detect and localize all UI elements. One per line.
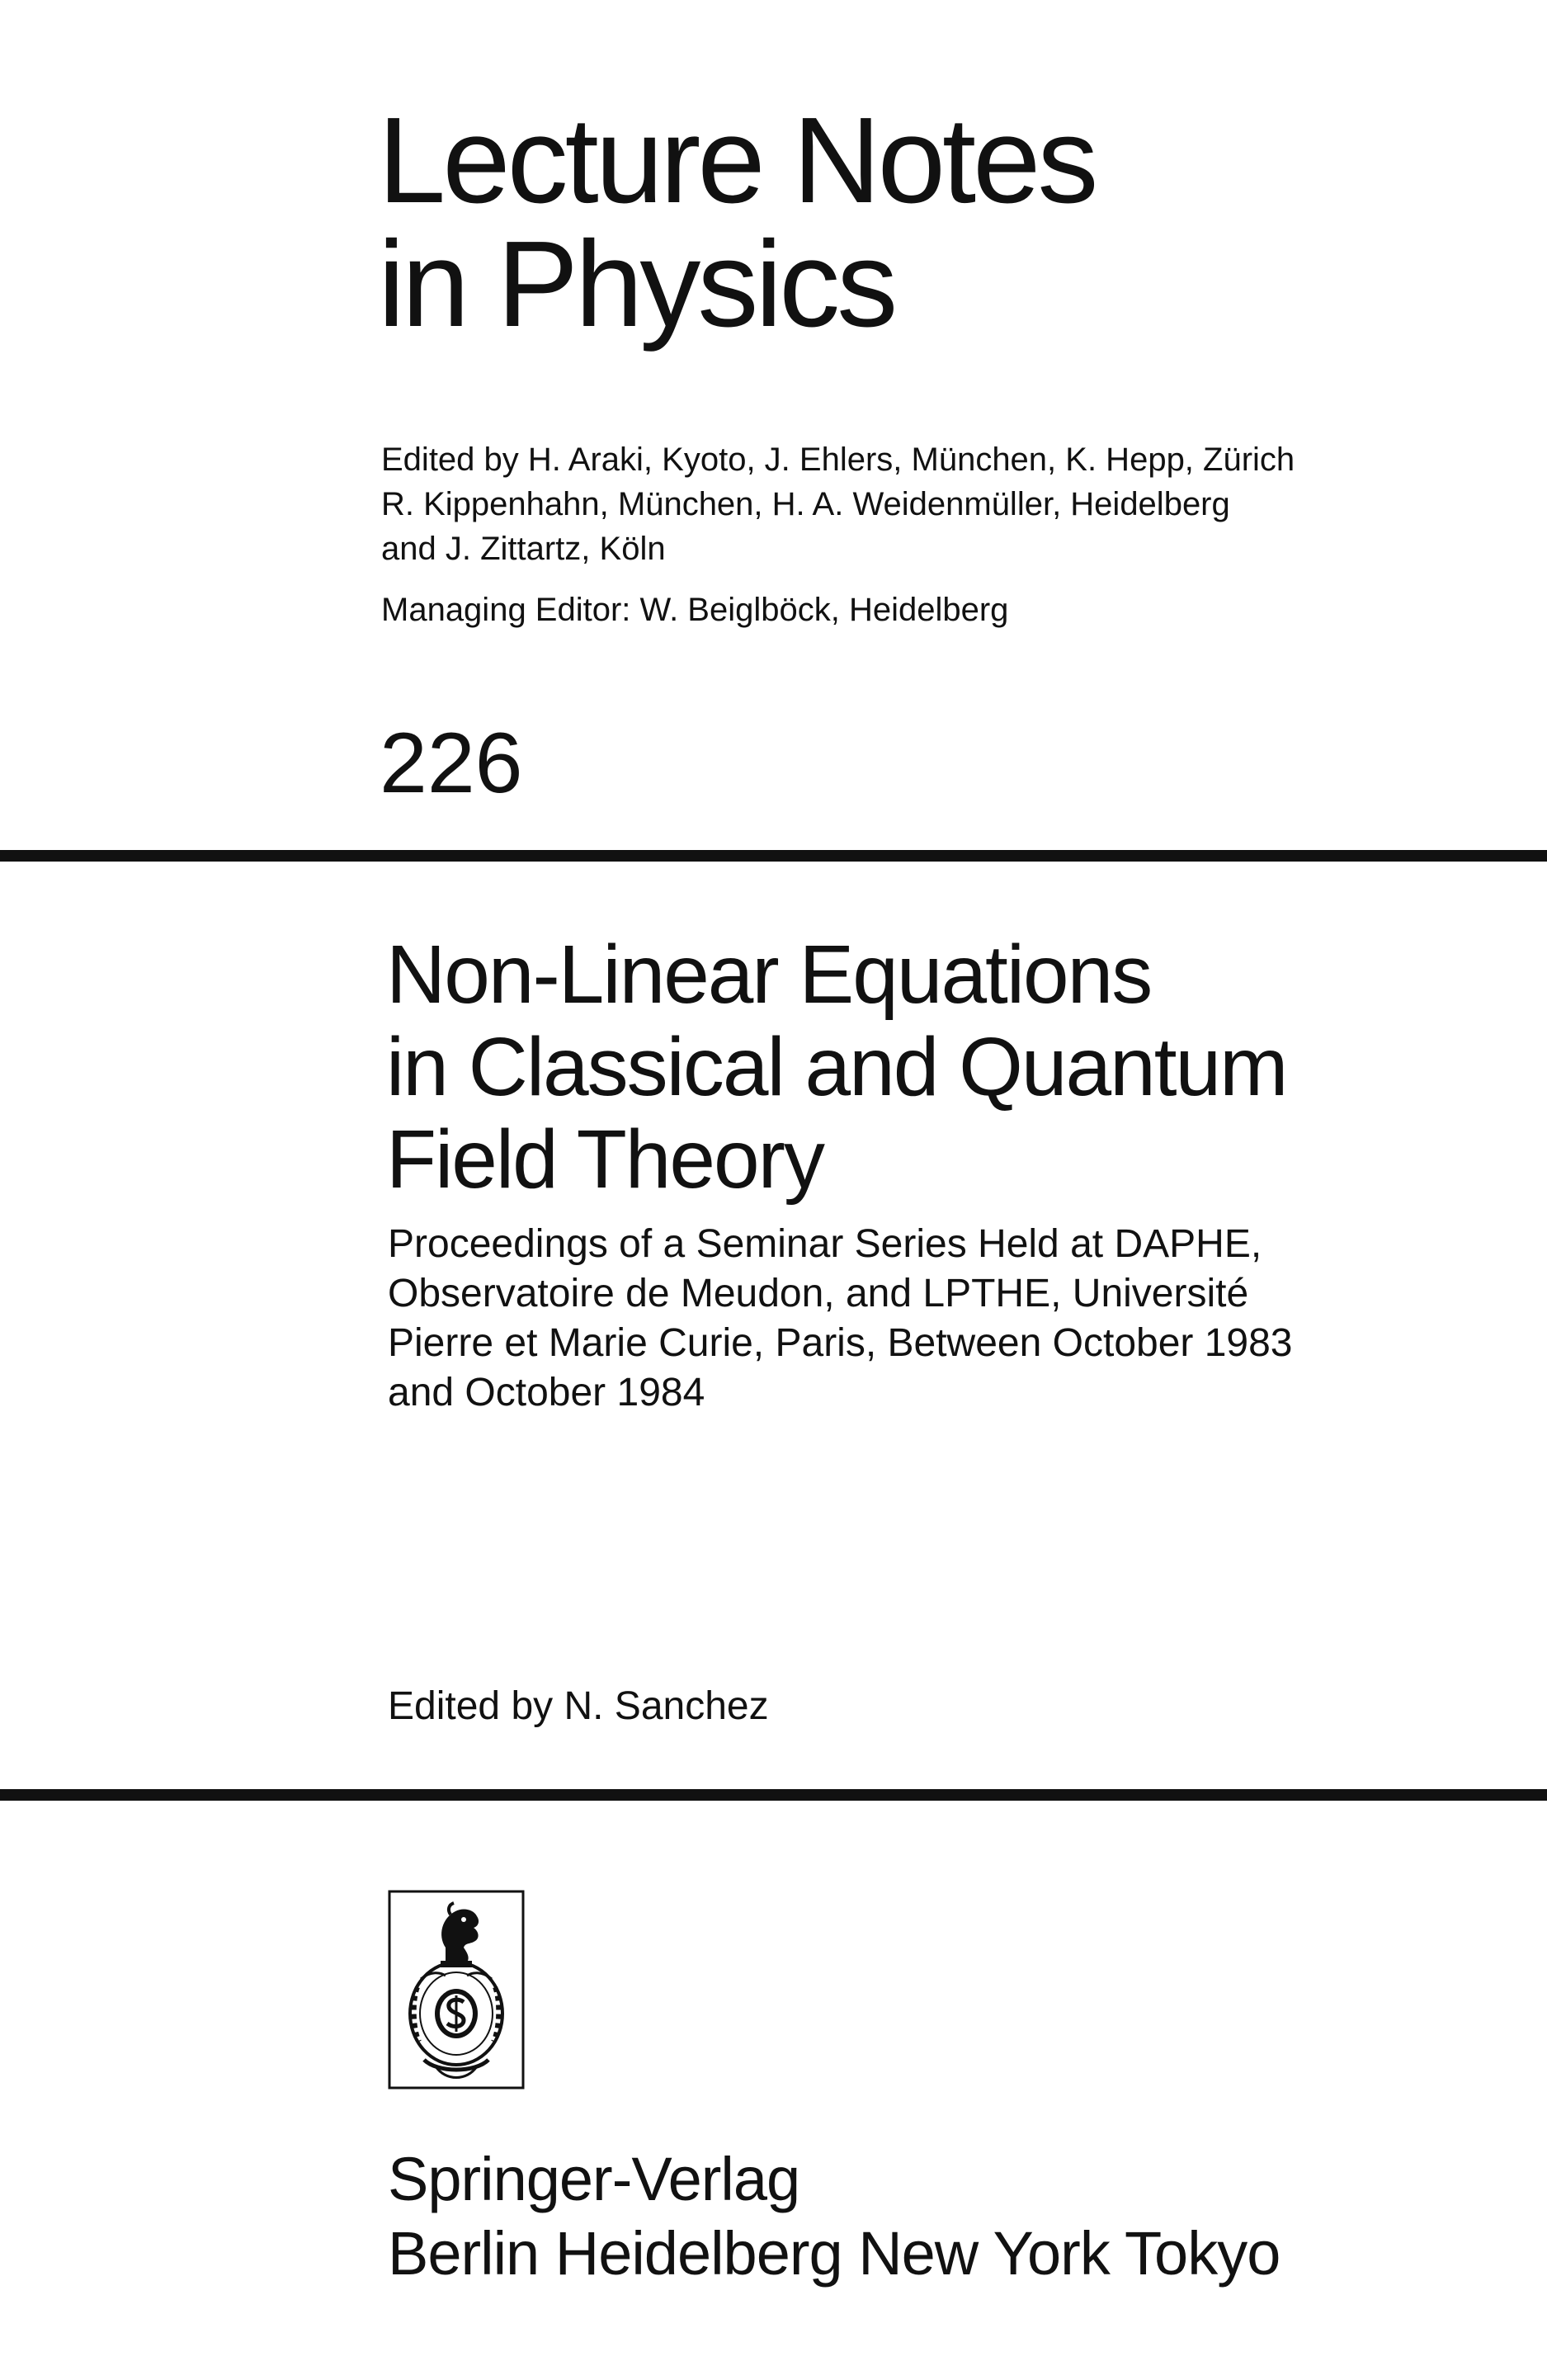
book-title-line-3: Field Theory xyxy=(386,1113,823,1206)
book-subtitle-line-1: Proceedings of a Seminar Series Held at DAPHE, xyxy=(388,1222,1262,1266)
series-editors-line-2: R. Kippenhahn, München, H. A. Weidenmüller, Heidelberg xyxy=(381,486,1230,522)
series-editors xyxy=(381,437,1295,571)
volume-number: 226 xyxy=(380,715,523,811)
series-title-line-2: in Physics xyxy=(378,216,895,352)
book-title xyxy=(386,928,1286,1206)
publisher-name: Springer-Verlag xyxy=(388,2145,800,2213)
springer-knight-logo-icon xyxy=(388,1890,525,2090)
book-subtitle xyxy=(388,1220,1293,1418)
book-title-line-2: in Classical and Quantum xyxy=(386,1021,1287,1113)
managing-editor: Managing Editor: W. Beiglböck, Heidelberg xyxy=(381,592,1009,628)
book-subtitle-line-3: Pierre et Marie Curie, Paris, Between October 1983 xyxy=(388,1321,1293,1365)
series-title xyxy=(378,92,1096,352)
volume-editor: Edited by N. Sanchez xyxy=(388,1684,769,1728)
publisher xyxy=(388,2142,1280,2291)
divider-bottom xyxy=(0,1789,1547,1801)
book-title-line-1: Non-Linear Equations xyxy=(386,928,1152,1021)
book-subtitle-line-2: Observatoire de Meudon, and LPTHE, Université xyxy=(388,1272,1249,1315)
publisher-cities: Berlin Heidelberg New York Tokyo xyxy=(388,2219,1281,2288)
series-title-line-1: Lecture Notes xyxy=(378,92,1096,229)
series-editors-line-3: and J. Zittartz, Köln xyxy=(381,531,666,567)
series-editors-line-1: Edited by H. Araki, Kyoto, J. Ehlers, München, K. Hepp, Zürich xyxy=(381,442,1295,478)
divider-top xyxy=(0,850,1547,862)
book-subtitle-line-4: and October 1984 xyxy=(388,1371,705,1414)
